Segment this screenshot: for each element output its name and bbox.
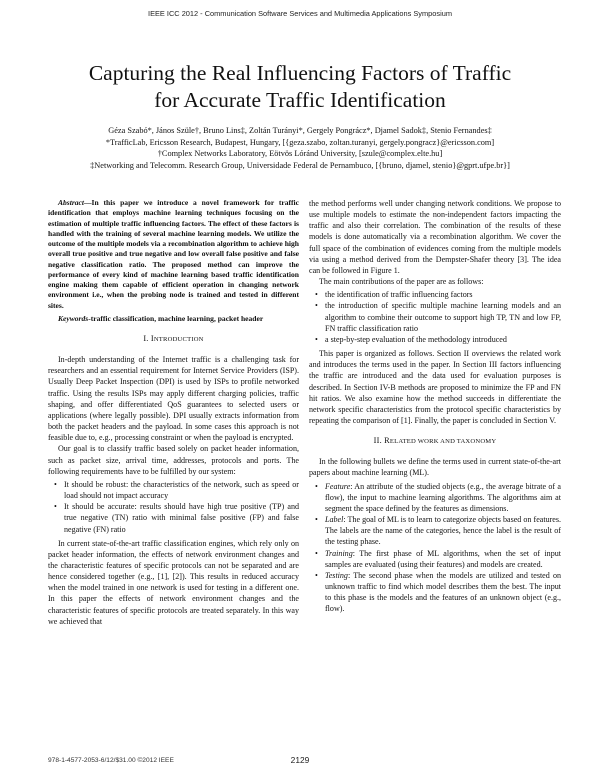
copyright-footer: 978-1-4577-2053-6/12/$31.00 ©2012 IEEE — [48, 757, 174, 764]
bullet-icon: • — [315, 570, 318, 580]
bullet-icon: • — [315, 301, 318, 311]
bullet-icon: • — [315, 515, 318, 525]
left-column — [48, 198, 299, 627]
section-heading-introduction: I. INTRODUCTION — [143, 334, 204, 343]
author-names: Géza Szabó*, János Szüle†, Bruno Lins‡, Zoltán Turányi*, Gergely Pongrácz*, Djamel Sadok‡, Stenio Fernandes‡ — [108, 126, 492, 135]
list-item: • the identification of traffic influencing factors — [315, 290, 473, 300]
intro-paragraph: The main contributions of the paper are as follows: — [319, 277, 484, 287]
list-item: • Feature: An attribute of the studied objects (e.g., the average bitrate of a flow), the input to machine learning algorithms. The algorithms aim at segment the space defined by the features as dimensions. — [315, 481, 561, 513]
list-item: • It should be accurate: results should have high true positive (TP) and true negative (TN) ratio with minimal false positive (FP) and false negative (FN) ratio — [54, 502, 299, 534]
title-line-1: Capturing the Real Influencing Factors of Traffic — [88, 61, 512, 85]
bullet-icon: • — [54, 479, 57, 489]
abstract-text: —In this paper we introduce a novel framework for traffic identification that employs machine learning techniques focusing on the estimation of multiple traffic influencing factors. The effect of these factors is handled with the training of several machine learning models. We utilize the outcome of the multiple models via a recombination algorithm to achieve high overall true positive and true negative and low overall false positive and false negative classification ratio. The proposed method can improve the performance of every kind of machine learning based traffic identification engine making them capable of efficient operation in changing network environment i.e., when the probing node is trained and tested in different sites. — [48, 198, 299, 310]
keywords-text: traffic classification, machine learning, packet header — [90, 313, 264, 323]
affiliation-2: †Complex Networks Laboratory, Eötvös Lóránd University, [szule@complex.elte.hu] — [157, 149, 443, 159]
bullet-icon: • — [315, 334, 318, 344]
bullet-icon: • — [315, 548, 318, 558]
intro-paragraph-cont: the method performs well under changing network conditions. We propose to use multiple models to estimate the non-independent factors impacting the traffic and also their correlation. The combination of the results of these models is done automatically via a recombination algorithm. We cover the full space of the combination of evidences coming from the multiple models via using a method derived from the Dempster-Shafer theory [3]. The idea can be followed in Figure 1. — [309, 199, 561, 275]
page-number: 2129 — [290, 755, 310, 765]
related-paragraph: In the following bullets we define the terms used in current state-of-the-art papers about machine learning (ML). — [309, 457, 561, 478]
list-item: • It should be robust: the characteristics of the network, such as speed or load should not impact accuracy — [54, 479, 299, 501]
intro-paragraph: In current state-of-the-art traffic classification engines, which rely only on packet header information, the effects of network environment changes and the characteristic features of specific protocols can not be separated and are hence considered together (e.g., [1], [2]). This results in reduced accuracy when the model trained in one network is used for testing in a different one. In this paper the effects of network environment changes and the characteristic features of specific protocols are treated separately. In this way we achieved that — [48, 538, 299, 626]
conference-header: IEEE ICC 2012 - Communication Software Services and Multimedia Applications Symposium — [148, 9, 452, 18]
abstract — [48, 198, 299, 311]
intro-paragraph: Our goal is to classify traffic based solely on packet header information, such as packet size, arrival time, addresses, protocols and ports. The following requirements have to be fulfilled by our system: — [48, 444, 299, 476]
contributions-list — [309, 289, 561, 345]
section-heading-related-work: II. RELATED WORK AND TAXONOMY — [373, 436, 497, 446]
right-column — [309, 198, 561, 617]
affiliation-1: *TrafficLab, Ericsson Research, Budapest, Hungary, [{geza.szabo, zoltan.turanyi, gergely.pongracz}@ericsson.com] — [105, 137, 495, 147]
paper-title — [0, 60, 600, 114]
abstract-label: Abstract — [58, 198, 84, 207]
terms-list — [309, 481, 561, 615]
bullet-icon: • — [315, 290, 318, 300]
author-block — [20, 125, 580, 171]
list-item: • Training: The first phase of ML algorithms, when the set of input samples are evaluated (using their features) and models are created. — [315, 548, 561, 569]
bullet-icon: • — [315, 481, 318, 491]
affiliation-3: ‡Networking and Telecomm. Research Group, Universidade Federal de Pernambuco, [{bruno, djamel, stenio}@gprt.ufpe.br}] — [90, 160, 510, 170]
list-item: • a step-by-step evaluation of the methodology introduced — [315, 334, 507, 344]
list-item: • the introduction of specific multiple machine learning models and an algorithm to combine their outcome to support high TP, TN and low FP, FN traffic classification ratio — [315, 301, 561, 333]
intro-paragraph: In-depth understanding of the Internet traffic is a challenging task for researchers and an essential requirement for Internet Service Providers (ISP). Usually Deep Packet Inspection (DPI) is used by ISPs to profile networked traffic. Using the results ISPs may apply different charging policies, traffic shaping, and offer differentiated QoS guarantees to selected users or applications (where legally possible). DPI usually extracts information from both the packet headers and the payload. In some cases this approach is not feasible due to, e.g., processing constraint or when the payload is encrypted. — [48, 355, 299, 443]
bullet-icon: • — [54, 502, 57, 512]
keywords-label: Keywords- — [58, 313, 91, 323]
list-item: • Testing: The second phase when the models are utilized and tested on unknown traffic to find which model describes them the best. The input to this phase is the models and the features of an unknown object (e.g., flow). — [315, 570, 561, 614]
title-line-2: for Accurate Traffic Identification — [154, 88, 446, 112]
intro-paragraph: This paper is organized as follows. Section II overviews the related work and introduces the terms used in the paper. In Section III factors influencing the traffic are introduced and the data used for evaluation purposes is described. In Section IV-B methods are proposed to minimize the FP and FN hit ratios. We also examine how the method succeeds in differentiate the network specific characteristics from the protocol specific characteristics by repeating the comparison of [1]. Finally, the paper is concluded in Section V. — [309, 349, 561, 425]
keywords — [48, 314, 299, 324]
requirements-list — [48, 479, 299, 535]
list-item: • Label: The goal of ML is to learn to categorize objects based on features. The labels are the name of the categories, hence the label is the result of the testing phase. — [315, 515, 561, 547]
